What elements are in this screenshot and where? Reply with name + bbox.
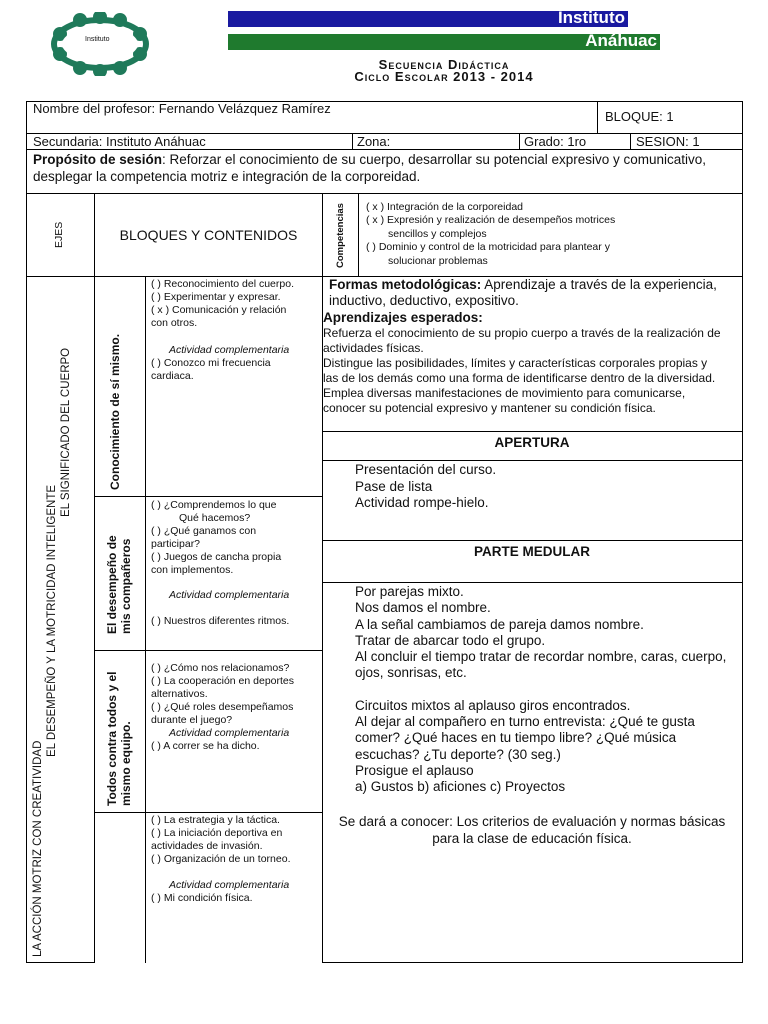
bloque1-item: con otros.: [151, 317, 198, 329]
bloque3-activity-label: Actividad complementaria: [169, 727, 290, 739]
medular-line: ojos, sonrisas, etc.: [355, 665, 467, 681]
bloque3-extra: ( ) A correr se ha dicho.: [151, 740, 260, 752]
competencias-item-1: ( x ) Integración de la corporeidad: [366, 201, 524, 213]
doc-title-line1: Secuencia Didáctica: [378, 57, 510, 72]
competencias-item-2: ( x ) Expresión y realización de desempeños motrices: [366, 214, 616, 226]
aprendizaje-line: actividades físicas.: [323, 341, 424, 355]
medular-line: Circuitos mixtos al aplauso giros encontrados.: [355, 697, 631, 713]
session-purpose: [33, 151, 733, 185]
criterios-line2: para la clase de educación física.: [432, 830, 632, 846]
aprendizajes-list: [323, 326, 743, 416]
medular-list: [355, 584, 740, 796]
aprendizaje-line: Emplea diversas manifestaciones de movimiento para comunicarse,: [323, 386, 686, 400]
formas-label: Formas metodológicas:: [329, 277, 482, 292]
eje-accion-motriz: LA ACCIÓN MOTRIZ CON CREATIVIDAD: [32, 740, 44, 957]
bloque1-item: ( ) Reconocimiento del cuerpo.: [151, 278, 294, 290]
institute-bar: [228, 8, 628, 27]
bloque3-label: [105, 672, 133, 806]
bloque2-item: con implementos.: [151, 564, 234, 576]
bloque1-label: Conocimiento de sí mismo.: [108, 333, 122, 490]
purpose-text: : Reforzar el conocimiento de su cuerpo, desarrollar su potencial expresivo y comunicativo, desplegar la competencia motriz e integración de la corporeidad.: [33, 152, 707, 184]
bloque3-item: ( ) ¿Qué roles desempeñamos: [151, 701, 294, 713]
bloque-value: BLOQUE: 1: [605, 109, 674, 124]
criterios-line1: Se dará a conocer: Los criterios de evaluación y normas básicas: [338, 814, 726, 829]
bloque4-activity-label: Actividad complementaria: [169, 879, 290, 891]
bloque1-activity-label: Actividad complementaria: [169, 344, 290, 356]
bloque1-extra: ( ) Conozco mi frecuencia: [151, 357, 271, 369]
aprendizaje-line: las de los demás como una forma de identificarse dentro de la diversidad.: [323, 371, 716, 385]
logo-text: Instituto: [85, 36, 110, 43]
bloque3-item: ( ) ¿Cómo nos relacionamos?: [151, 662, 290, 674]
competencias-item-3: ( ) Dominio y control de la motricidad para plantear y: [366, 241, 610, 253]
criterios-text: [322, 814, 742, 847]
aprendizaje-line: Distingue las posibilidades, límites y características corporales propias y: [323, 356, 708, 370]
aprendizajes-label: Aprendizajes esperados:: [323, 310, 483, 325]
bloque2-activity-label: Actividad complementaria: [169, 589, 290, 601]
bloque3-item: durante el juego?: [151, 714, 233, 726]
bloque1-contents: [151, 278, 319, 383]
bloque2-label: [105, 535, 133, 634]
anahuac-bar-text: Anáhuac: [585, 31, 657, 50]
eje-cuerpo: EL SIGNIFICADO DEL CUERPO: [60, 347, 72, 517]
bloque3-item: ( ) La cooperación en deportes: [151, 675, 295, 687]
institute-bar-text: Instituto: [557, 8, 625, 27]
bloque2-item: participar?: [151, 538, 201, 550]
bloque3-label-line2: mismo equipo.: [119, 721, 133, 806]
doc-title-line2: Ciclo Escolar 2013 - 2014: [354, 69, 534, 84]
bloque4-extra: ( ) Mi condición física.: [151, 892, 253, 904]
bloque4-item: actividades de invasión.: [151, 840, 263, 852]
formas-metodologicas: [329, 277, 739, 309]
medular-line: Al concluir el tiempo tratar de recordar nombre, caras, cuerpo,: [355, 649, 727, 665]
medular-line: Nos damos el nombre.: [355, 600, 491, 616]
bloques-header: [95, 228, 322, 243]
competencias-item-3b: solucionar problemas: [388, 255, 488, 267]
medular-line: Por parejas mixto.: [355, 584, 464, 599]
bloque4-item: ( ) Organización de un torneo.: [151, 853, 291, 865]
bloque3-contents: [151, 662, 319, 753]
bloque2-label-line1: El desempeño de: [105, 535, 119, 634]
bloque2-extra: ( ) Nuestros diferentes ritmos.: [151, 615, 290, 627]
medular-heading: PARTE MEDULAR: [474, 544, 590, 559]
apertura-line: Pase de lista: [355, 478, 433, 494]
medular-line: a) Gustos b) aficiones c) Proyectos: [355, 779, 566, 795]
ejes-header: EJES: [53, 221, 65, 248]
apertura-heading: APERTURA: [494, 435, 570, 450]
bloques-header-text: BLOQUES Y CONTENIDOS: [119, 227, 298, 243]
bloque3-item: alternativos.: [151, 688, 208, 700]
teacher-name: Nombre del profesor: Fernando Velázquez Ramírez: [33, 101, 331, 116]
zone-label: Zona:: [357, 134, 391, 149]
medular-line: escuchas? ¿Tu deporte? (30 seg.): [355, 746, 561, 762]
bloque2-label-line2: mis compañeros: [119, 538, 133, 634]
apertura-line: Presentación del curso.: [355, 462, 497, 477]
eje-desempeno: EL DESEMPEÑO Y LA MOTRICIDAD INTELIGENTE: [46, 484, 58, 757]
formas-text: Aprendizaje a través de la experiencia, inductivo, deductivo, expositivo.: [329, 277, 717, 308]
apertura-line: Actividad rompe-hielo.: [355, 495, 489, 510]
bloque4-item: ( ) La estrategia y la táctica.: [151, 814, 280, 826]
bloque2-item: ( ) ¿Comprendemos lo que: [151, 499, 277, 511]
bloque3-label-line1: Todos contra todos y el: [105, 671, 119, 806]
anahuac-bar: [228, 31, 660, 50]
competencias-item-2b: sencillos y complejos: [388, 228, 487, 240]
aprendizaje-line: Refuerza el conocimiento de su propio cuerpo a través de la realización de: [323, 326, 721, 340]
medular-line: Prosigue el aplauso: [355, 762, 474, 778]
bloque1-extra: cardiaca.: [151, 370, 194, 382]
aprendizaje-line: conocer su potencial expresivo y mantener su condición física.: [323, 401, 656, 415]
medular-spacer: [355, 682, 740, 698]
grade-value: Grado: 1ro: [524, 134, 587, 149]
session-value: SESION: 1: [636, 134, 700, 149]
bloque2-item: ( ) ¿Qué ganamos con: [151, 525, 257, 537]
medular-line: comer? ¿Qué haces en tu tiempo libre? ¿Qué música: [355, 730, 677, 746]
bloque2-contents: [151, 499, 319, 628]
competencias-header: Competencias: [335, 203, 346, 268]
apertura-list: [355, 462, 496, 512]
medular-line: Al dejar al compañero en turno entrevista: ¿Qué te gusta: [355, 714, 695, 730]
school-name: Secundaria: Instituto Anáhuac: [33, 134, 206, 149]
institute-logo: [46, 12, 154, 76]
purpose-label: Propósito de sesión: [33, 152, 163, 167]
bloque2-item: ( ) Juegos de cancha propia: [151, 551, 282, 563]
bloque4-item: ( ) La iniciación deportiva en: [151, 827, 283, 839]
medular-line: A la señal cambiamos de pareja damos nombre.: [355, 616, 644, 632]
bloque1-item: ( ) Experimentar y expresar.: [151, 291, 281, 303]
bloque1-item: ( x ) Comunicación y relación: [151, 304, 287, 316]
bloque2-item: Qué hacemos?: [179, 512, 251, 524]
bloque4-contents: [151, 814, 319, 905]
medular-line: Tratar de abarcar todo el grupo.: [355, 632, 546, 648]
